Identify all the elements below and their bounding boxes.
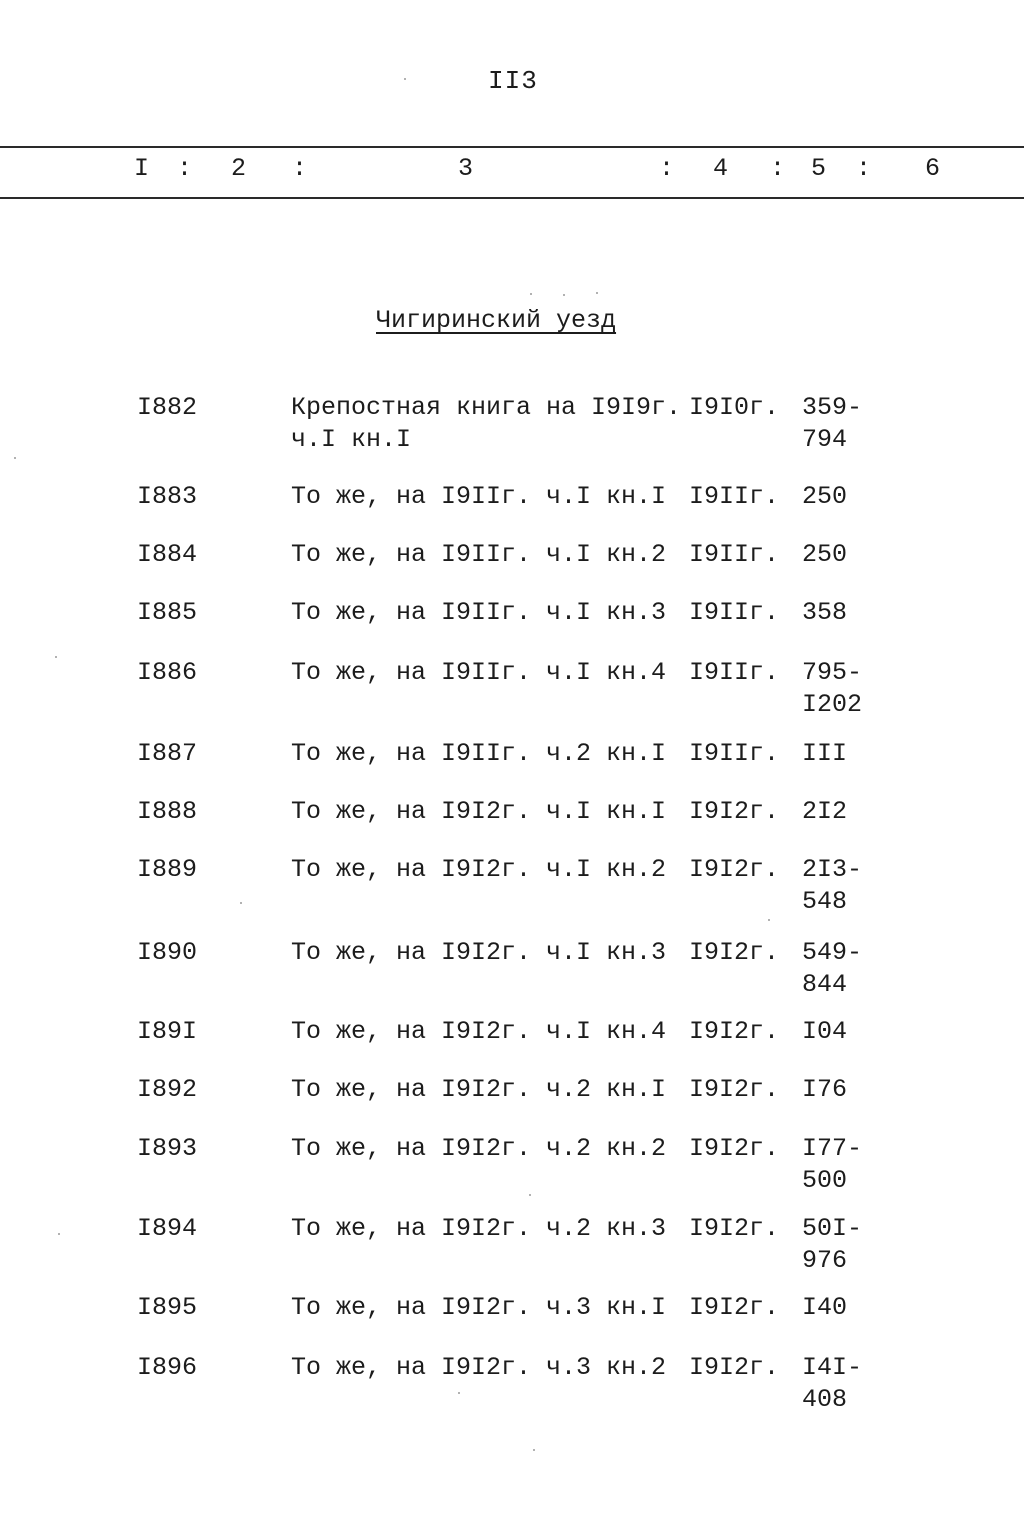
item-pages: 359- xyxy=(802,393,863,422)
item-number: I892 xyxy=(137,1075,198,1104)
item-number: I888 xyxy=(137,797,198,826)
item-pages: I76 xyxy=(802,1075,848,1104)
item-description: То же, на I9I2г. ч.I кн.3 xyxy=(291,938,667,967)
item-number: I896 xyxy=(137,1353,198,1382)
column-separator: : xyxy=(659,154,675,183)
scan-speck xyxy=(563,294,565,296)
column-header-5: 5 xyxy=(811,154,827,183)
column-separator: : xyxy=(856,154,872,183)
item-number: I889 xyxy=(137,855,198,884)
item-year: I9I2г. xyxy=(689,938,780,967)
item-number: I883 xyxy=(137,482,198,511)
item-pages: III xyxy=(802,739,848,768)
item-pages: 549- xyxy=(802,938,863,967)
item-description: То же, на I9I2г. ч.3 кн.I xyxy=(291,1293,667,1322)
scan-speck xyxy=(404,78,406,80)
item-description: То же, на I9I2г. ч.3 кн.2 xyxy=(291,1353,667,1382)
item-number: I884 xyxy=(137,540,198,569)
item-pages: 408 xyxy=(802,1385,848,1414)
item-pages: I40 xyxy=(802,1293,848,1322)
item-number: I894 xyxy=(137,1214,198,1243)
item-year: I9I2г. xyxy=(689,1353,780,1382)
item-year: I9IIг. xyxy=(689,540,780,569)
column-header-4: 4 xyxy=(713,154,729,183)
column-separator: : xyxy=(292,154,308,183)
item-year: I9IIг. xyxy=(689,482,780,511)
column-separator: : xyxy=(770,154,786,183)
item-year: I9I2г. xyxy=(689,1134,780,1163)
item-pages: 2I2 xyxy=(802,797,848,826)
item-description: То же, на I9IIг. ч.2 кн.I xyxy=(291,739,667,768)
item-year: I9I2г. xyxy=(689,1293,780,1322)
item-pages: 976 xyxy=(802,1246,848,1275)
item-description: То же, на I9IIг. ч.I кн.I xyxy=(291,482,667,511)
header-rule-top xyxy=(0,146,1024,148)
item-number: I886 xyxy=(137,658,198,687)
item-description: То же, на I9I2г. ч.I кн.I xyxy=(291,797,667,826)
column-header-6: 6 xyxy=(925,154,941,183)
item-description: То же, на I9I2г. ч.2 кн.3 xyxy=(291,1214,667,1243)
item-pages: 844 xyxy=(802,970,848,999)
item-pages: I202 xyxy=(802,690,863,719)
scan-speck xyxy=(768,919,770,921)
column-separator: : xyxy=(177,154,193,183)
item-number: I885 xyxy=(137,598,198,627)
item-pages: I04 xyxy=(802,1017,848,1046)
page-number: II3 xyxy=(488,66,538,96)
scan-speck xyxy=(240,902,242,904)
item-pages: 794 xyxy=(802,425,848,454)
item-number: I887 xyxy=(137,739,198,768)
column-header-1: I xyxy=(134,154,150,183)
item-description: Крепостная книга на I9I9г. xyxy=(291,393,682,422)
scan-speck xyxy=(55,656,57,658)
item-number: I895 xyxy=(137,1293,198,1322)
item-year: I9I2г. xyxy=(689,1214,780,1243)
column-header-3: 3 xyxy=(458,154,474,183)
scan-speck xyxy=(530,293,532,295)
item-pages: 250 xyxy=(802,540,848,569)
column-header-2: 2 xyxy=(231,154,247,183)
item-description: То же, на I9I2г. ч.I кн.2 xyxy=(291,855,667,884)
item-year: I9I2г. xyxy=(689,855,780,884)
item-description: То же, на I9I2г. ч.2 кн.I xyxy=(291,1075,667,1104)
scan-speck xyxy=(458,1392,460,1394)
item-number: I893 xyxy=(137,1134,198,1163)
scan-speck xyxy=(14,457,16,459)
scan-speck xyxy=(533,1449,535,1451)
item-description: ч.I кн.I xyxy=(291,425,412,454)
item-description: То же, на I9IIг. ч.I кн.4 xyxy=(291,658,667,687)
item-description: То же, на I9IIг. ч.I кн.3 xyxy=(291,598,667,627)
item-year: I9I0г. xyxy=(689,393,780,422)
item-pages: 2I3- xyxy=(802,855,863,884)
item-description: То же, на I9I2г. ч.2 кн.2 xyxy=(291,1134,667,1163)
item-pages: 358 xyxy=(802,598,848,627)
item-description: То же, на I9I2г. ч.I кн.4 xyxy=(291,1017,667,1046)
item-pages: I4I- xyxy=(802,1353,863,1382)
section-title: Чигиринский уезд xyxy=(376,306,617,335)
item-pages: 500 xyxy=(802,1166,848,1195)
scan-speck xyxy=(529,1194,531,1196)
header-rule-bottom xyxy=(0,197,1024,199)
item-number: I890 xyxy=(137,938,198,967)
item-number: I882 xyxy=(137,393,198,422)
item-year: I9I2г. xyxy=(689,797,780,826)
scan-speck xyxy=(58,1233,60,1235)
item-year: I9I2г. xyxy=(689,1017,780,1046)
item-pages: 250 xyxy=(802,482,848,511)
item-year: I9IIг. xyxy=(689,739,780,768)
item-number: I89I xyxy=(137,1017,198,1046)
item-year: I9IIг. xyxy=(689,658,780,687)
item-pages: 50I- xyxy=(802,1214,863,1243)
item-description: То же, на I9IIг. ч.I кн.2 xyxy=(291,540,667,569)
item-year: I9I2г. xyxy=(689,1075,780,1104)
item-pages: 795- xyxy=(802,658,863,687)
item-pages: I77- xyxy=(802,1134,863,1163)
scan-speck xyxy=(596,292,598,294)
item-pages: 548 xyxy=(802,887,848,916)
item-year: I9IIг. xyxy=(689,598,780,627)
